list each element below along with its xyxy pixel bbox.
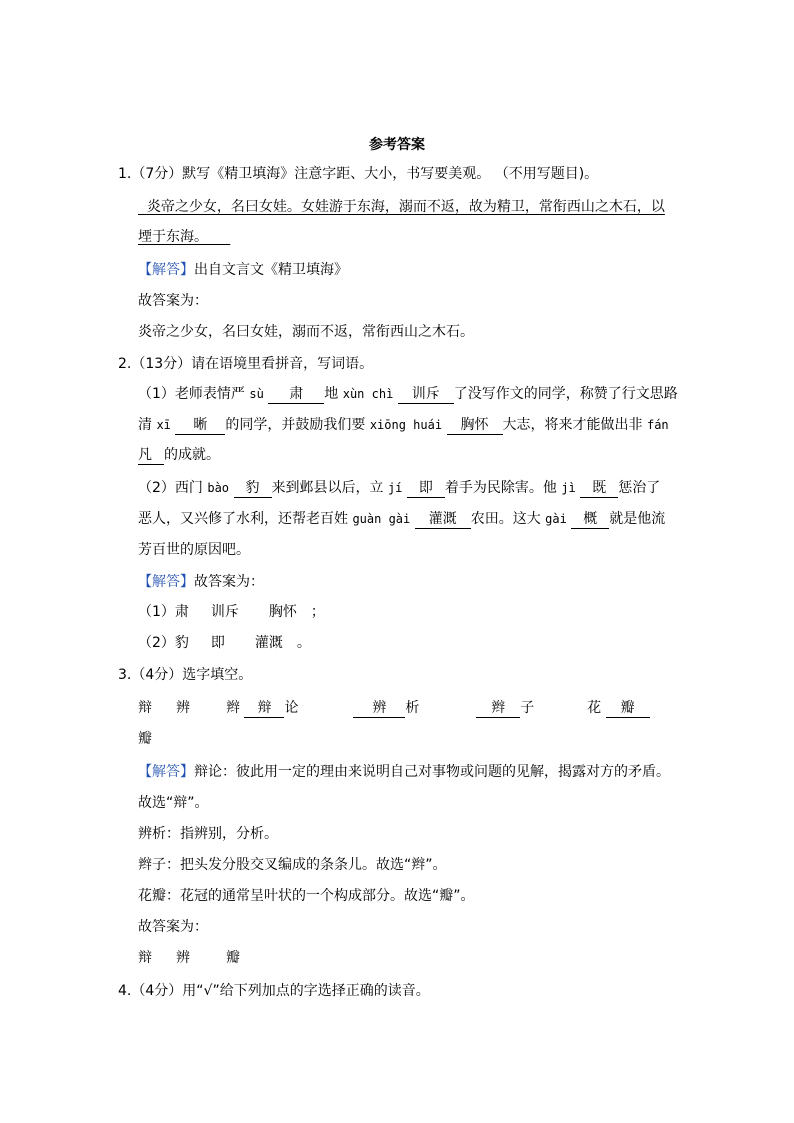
q2-answer-1: （1）肃 训斥 胸怀 ； <box>138 604 325 620</box>
q4-stem: 4.（4分）用“√”给下列加点的字选择正确的读音。 <box>118 983 430 999</box>
q3-opt4: 瓣 <box>138 731 152 747</box>
q3-exp3: 辫子：把头发分股交叉编成的条条儿。故选“辫”。 <box>138 857 447 873</box>
q1-jieda: 【解答】出自文言文《精卫填海》 <box>138 262 348 278</box>
blank-answer: 凡 <box>138 447 164 465</box>
q2-stem: 2.（13分）请在语境里看拼音，写词语。 <box>118 356 374 372</box>
blank-answer: 豹 <box>234 480 272 498</box>
q3-exp4: 花瓣：花冠的通常呈叶状的一个构成部分。故选“瓣”。 <box>138 888 475 904</box>
blank-answer: 训斥 <box>398 386 454 404</box>
q3-exp2: 辨析：指辨别，分析。 <box>138 826 278 842</box>
blank-answer: 肃 <box>268 386 324 404</box>
q3-exp1b: 故选“辩”。 <box>138 795 209 811</box>
blank-answer: 灌溉 <box>415 511 471 529</box>
q2-p2-line3: 芳百世的原因吧。 <box>138 542 250 558</box>
q1-answer-line1: 炎帝之少女，名曰女娃。女娃游于东海，溺而不返，故为精卫，常衔西山之木石，以 <box>146 199 665 215</box>
q3-gu-label: 故答案为： <box>138 919 208 935</box>
blank-answer: 瓣 <box>606 700 650 718</box>
q1-stem: 1.（7分）默写《精卫填海》注意字距、大小，书写要美观。 （不用写题目)。 <box>118 166 599 182</box>
jieda-tag: 【解答】 <box>138 764 194 780</box>
q3-fill-row: 辩 辨 辫 辩 论 辨 析 辫 子 花 瓣 <box>138 698 650 718</box>
q2-p1-line1: （1）老师表情严 sù 肃 地 xùn chì 训斥 了没写作文的同学，称赞了行文思路 <box>138 386 678 402</box>
blank-answer: 辫 <box>476 700 520 718</box>
blank-answer: 既 <box>580 480 618 498</box>
blank-answer: 辩 <box>244 700 284 718</box>
q2-p1-line3: 凡 的成就。 <box>138 447 220 463</box>
q1-gu-label: 故答案为： <box>138 293 208 309</box>
blank-answer: 即 <box>407 480 445 498</box>
jieda-tag: 【解答】 <box>138 262 194 278</box>
jieda-tag: 【解答】 <box>138 574 194 590</box>
q2-jieda: 【解答】故答案为： <box>138 574 264 590</box>
q3-jieda: 【解答】辩论：彼此用一定的理由来说明自己对事物或问题的见解，揭露对方的矛盾。 <box>138 764 670 780</box>
q1-gu-answer: 炎帝之少女，名曰女娃，溺而不返，常衔西山之木石。 <box>138 324 474 340</box>
q1-answer-line2: 堙于东海。 <box>138 229 208 245</box>
blank-answer: 概 <box>571 511 609 529</box>
q2-p2-line1: （2）西门 bào 豹 来到邺县以后，立 jí 即 着手为民除害。他 jì 既 惩治了 <box>138 480 661 496</box>
page-title: 参考答案 <box>369 137 425 153</box>
q3-stem: 3.（4分）选字填空。 <box>118 667 253 683</box>
q2-answer-2: （2）豹 即 灌溉 。 <box>138 635 311 651</box>
blank-answer: 胸怀 <box>447 417 503 435</box>
blank-answer: 辨 <box>353 700 405 718</box>
q3-final: 辩 辨 瓣 <box>138 950 240 966</box>
q2-p2-line2: 恶人，又兴修了水利，还帮老百姓 guàn gài 灌溉 农田。这大 gài 概 就是他流 <box>138 511 666 527</box>
q2-p1-line2: 清 xī 晰 的同学，并鼓励我们要 xiōng huái 胸怀 大志，将来才能做出非 fán <box>138 417 669 433</box>
blank-answer: 晰 <box>175 417 225 435</box>
